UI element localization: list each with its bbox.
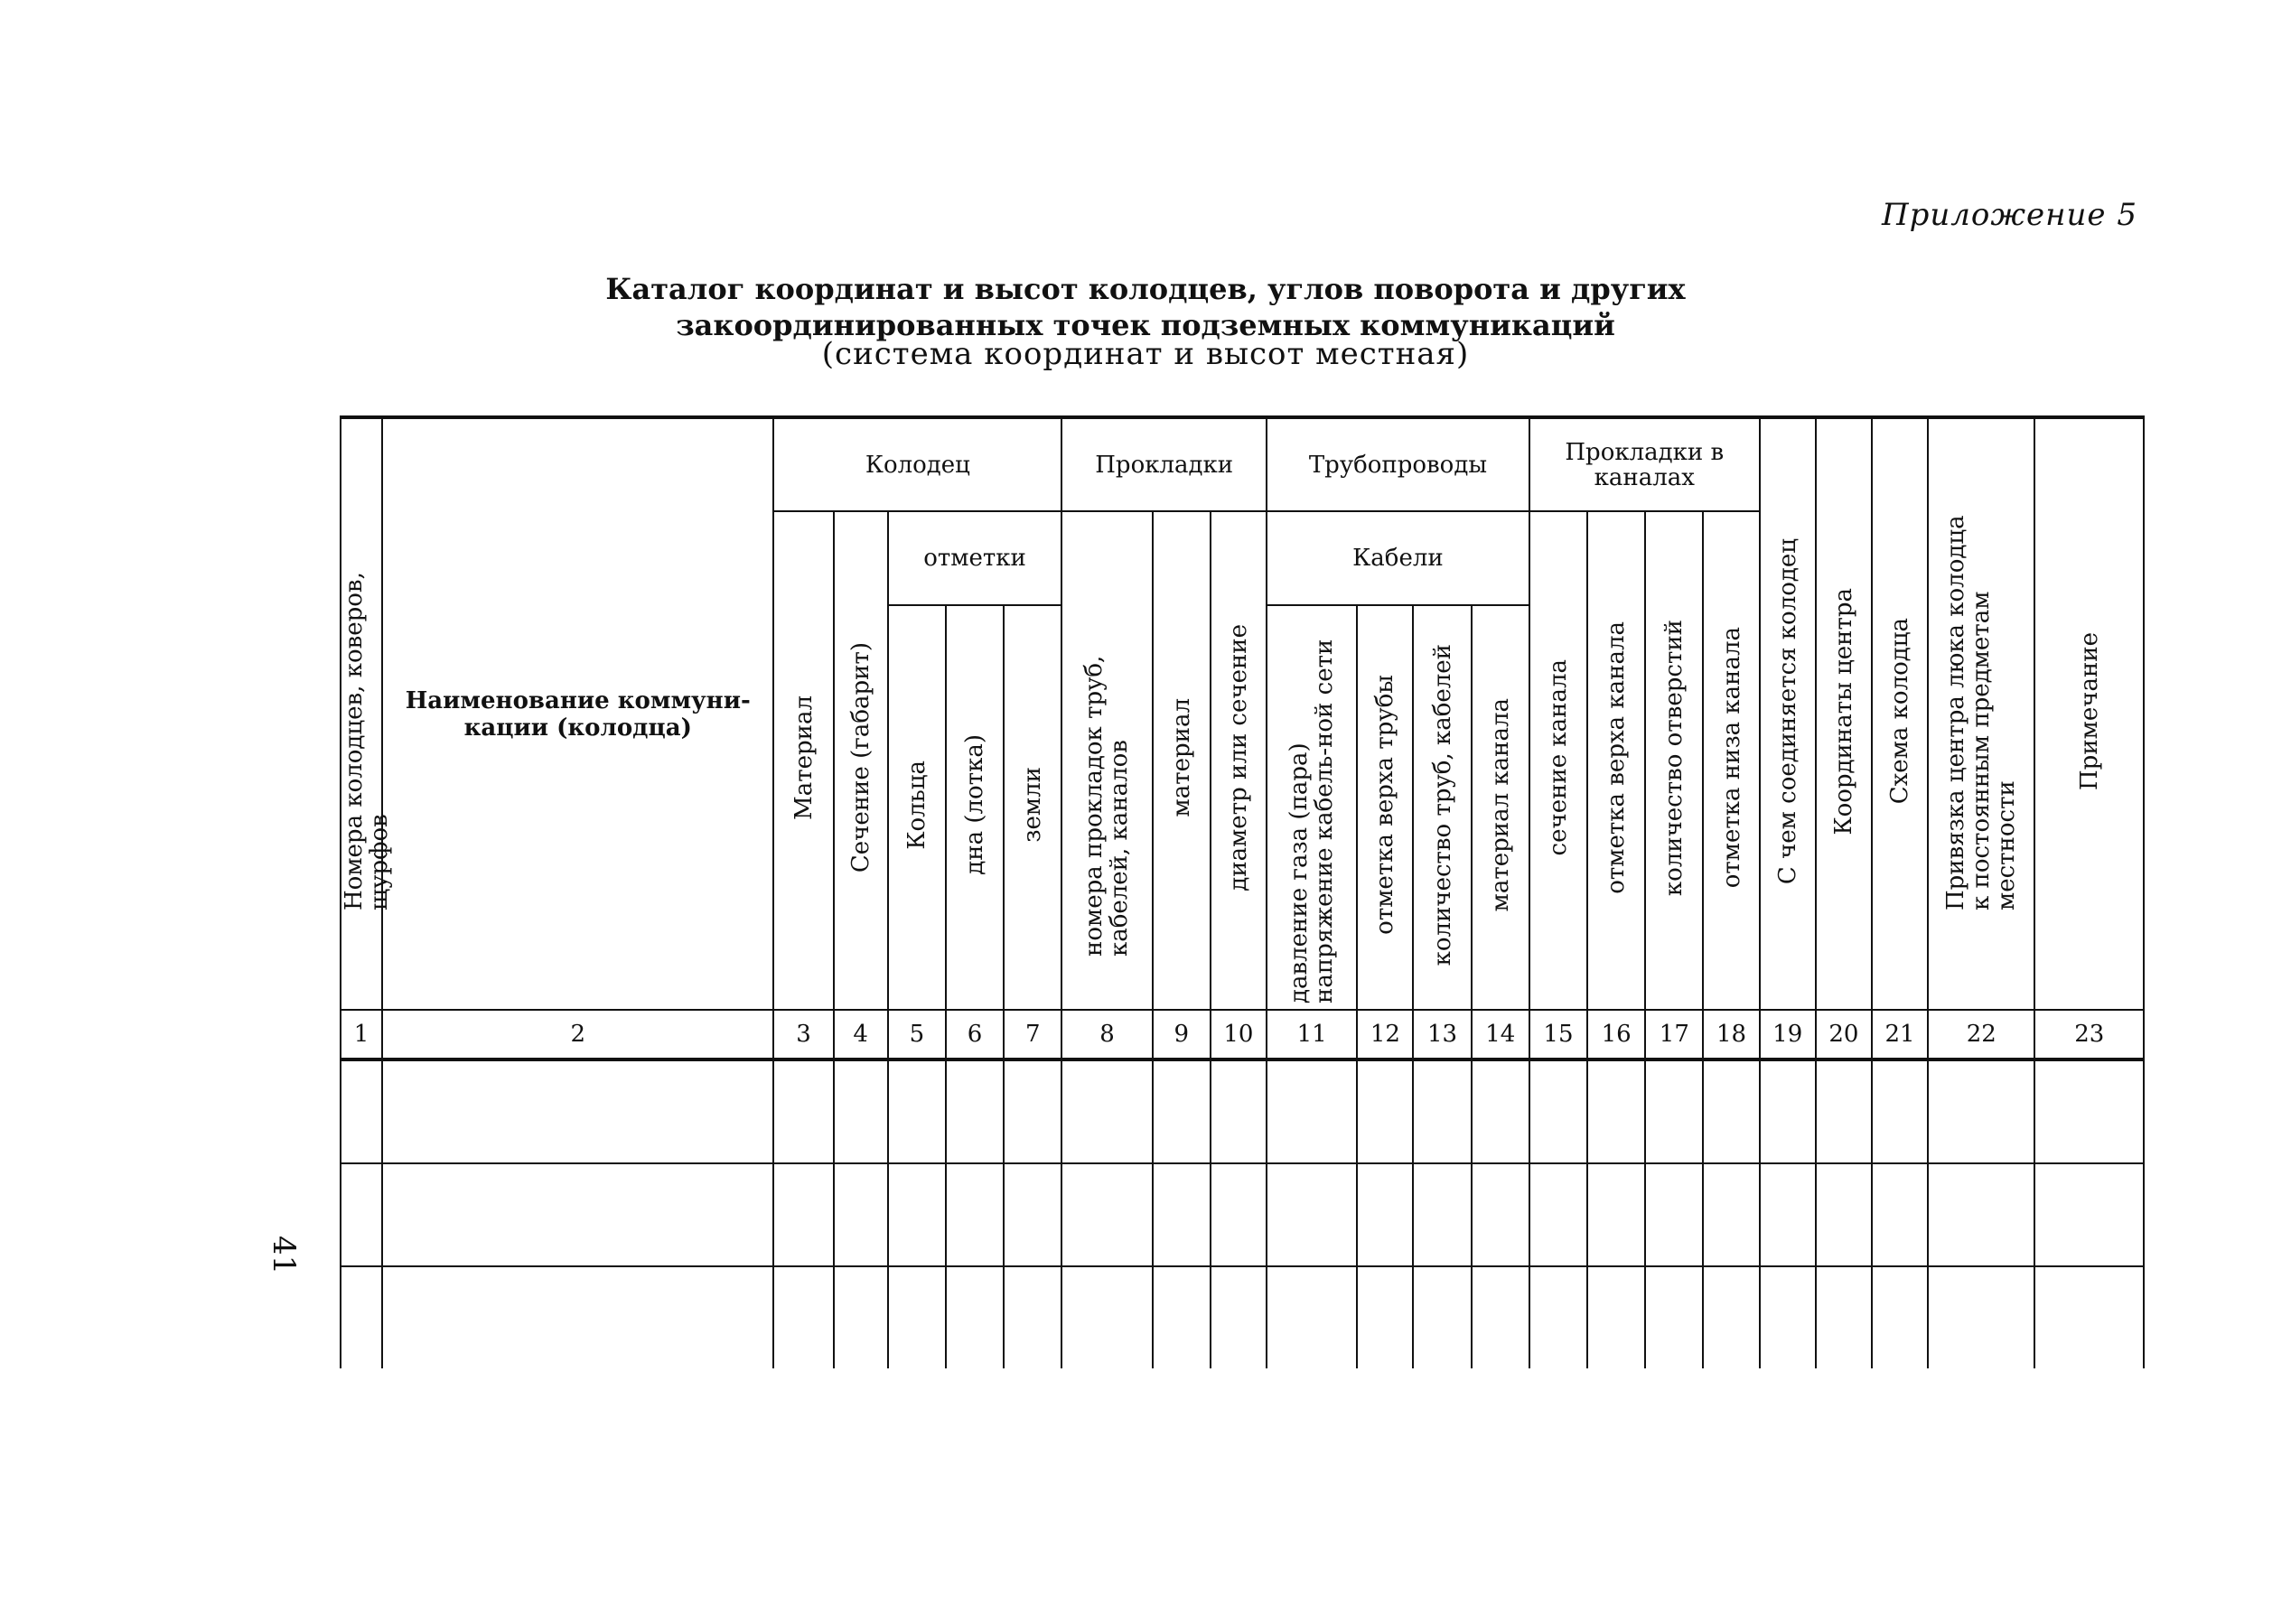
table-cell: [1472, 1163, 1529, 1266]
header-col-12: отметка верха трубы: [1357, 605, 1413, 1010]
table-cell: [1061, 1266, 1152, 1368]
column-number: 6: [946, 1010, 1004, 1059]
header-truboprovody: Трубопроводы: [1267, 417, 1529, 511]
table-cell: [2034, 1266, 2144, 1368]
table-cell: [1645, 1059, 1703, 1163]
table-cell: [1153, 1059, 1211, 1163]
header-col-4: Сечение (габарит): [834, 511, 888, 1010]
header-col-10: диаметр или сечение: [1211, 511, 1267, 1010]
table-row: [341, 1266, 2144, 1368]
column-number: 9: [1153, 1010, 1211, 1059]
table-cell: [773, 1266, 833, 1368]
header-col-1: Номера колодцев, коверов, щурфов: [341, 417, 382, 1010]
table-cell: [1413, 1059, 1471, 1163]
column-number: 7: [1004, 1010, 1061, 1059]
header-col-23: Примечание: [2034, 417, 2144, 1010]
page-number: 41: [266, 1236, 302, 1275]
column-number: 5: [888, 1010, 946, 1059]
column-number: 17: [1645, 1010, 1703, 1059]
table-cell: [1413, 1266, 1471, 1368]
table-cell: [2034, 1059, 2144, 1163]
header-col-7: земли: [1004, 605, 1061, 1010]
table-row: [341, 1163, 2144, 1266]
column-number: 15: [1529, 1010, 1587, 1059]
table-cell: [834, 1266, 888, 1368]
column-number: 22: [1928, 1010, 2034, 1059]
table-cell: [1872, 1163, 1928, 1266]
header-col-2: Наименование коммуни-кации (колодца): [382, 417, 773, 1010]
document-subtitle: (система координат и высот местная): [821, 336, 1470, 372]
header-col-11: давление газа (пара) напряжение кабель-ной сети: [1267, 605, 1357, 1010]
column-number: 2: [382, 1010, 773, 1059]
table-cell: [1816, 1266, 1872, 1368]
column-number: 21: [1872, 1010, 1928, 1059]
header-col-6: дна (лотка): [946, 605, 1004, 1010]
header-col-17: количество отверстий: [1645, 511, 1703, 1010]
table-cell: [1703, 1059, 1759, 1163]
table-cell: [773, 1163, 833, 1266]
header-col-3: Материал: [773, 511, 833, 1010]
table-cell: [1816, 1059, 1872, 1163]
table-cell: [382, 1163, 773, 1266]
table-cell: [946, 1163, 1004, 1266]
table-cell: [1472, 1059, 1529, 1163]
document-title: [0, 271, 2291, 343]
table-cell: [1267, 1266, 1357, 1368]
header-kabeli: Кабели: [1267, 511, 1529, 605]
table-cell: [1529, 1163, 1587, 1266]
column-number: 1: [341, 1010, 382, 1059]
table-cell: [1928, 1266, 2034, 1368]
header-col-19: С чем соединяется колодец: [1760, 417, 1816, 1010]
table-cell: [1587, 1059, 1645, 1163]
table-cell: [1529, 1059, 1587, 1163]
header-kolodets: Колодец: [773, 417, 1061, 511]
table-cell: [1760, 1266, 1816, 1368]
table-cell: [1004, 1059, 1061, 1163]
header-col-22: Привязка центра люка колодца к постоянным предметам местности: [1928, 417, 2034, 1010]
table-cell: [1760, 1059, 1816, 1163]
header-col-5: Кольца: [888, 605, 946, 1010]
header-col-14: материал канала: [1472, 605, 1529, 1010]
table-cell: [1703, 1266, 1759, 1368]
table-cell: [341, 1059, 382, 1163]
column-number: 8: [1061, 1010, 1152, 1059]
header-col-20: Координаты центра: [1816, 417, 1872, 1010]
catalog-table: [340, 415, 2145, 1368]
table-cell: [888, 1163, 946, 1266]
table-cell: [1357, 1059, 1413, 1163]
title-line-1: Каталог координат и высот колодцев, углов поворота и других: [605, 272, 1686, 306]
table-cell: [2034, 1163, 2144, 1266]
table-cell: [1267, 1059, 1357, 1163]
table-cell: [1703, 1163, 1759, 1266]
column-number: 3: [773, 1010, 833, 1059]
table-cell: [341, 1163, 382, 1266]
table-cell: [1267, 1163, 1357, 1266]
table-cell: [1587, 1266, 1645, 1368]
table-cell: [1872, 1059, 1928, 1163]
column-number: 16: [1587, 1010, 1645, 1059]
table-cell: [1645, 1163, 1703, 1266]
table-cell: [946, 1266, 1004, 1368]
table-row: [341, 1059, 2144, 1163]
table-cell: [1928, 1059, 2034, 1163]
table-cell: [773, 1059, 833, 1163]
table-cell: [1153, 1163, 1211, 1266]
header-prokladki: Прокладки: [1061, 417, 1267, 511]
column-number: 14: [1472, 1010, 1529, 1059]
table-cell: [1587, 1163, 1645, 1266]
table-cell: [382, 1059, 773, 1163]
table-cell: [888, 1266, 946, 1368]
header-otmetki: отметки: [888, 511, 1062, 605]
table-cell: [1061, 1163, 1152, 1266]
table-cell: [1357, 1266, 1413, 1368]
header-col-13: количество труб, кабелей: [1413, 605, 1471, 1010]
title-line-2: закоординированных точек подземных коммуникаций: [676, 308, 1615, 342]
table-cell: [1872, 1266, 1928, 1368]
table-cell: [1004, 1266, 1061, 1368]
column-number: 11: [1267, 1010, 1357, 1059]
column-number: 20: [1816, 1010, 1872, 1059]
table-cell: [946, 1059, 1004, 1163]
table-cell: [1211, 1059, 1267, 1163]
table-cell: [382, 1266, 773, 1368]
table-cell: [341, 1266, 382, 1368]
column-number: 12: [1357, 1010, 1413, 1059]
table-cell: [888, 1059, 946, 1163]
column-number: 18: [1703, 1010, 1759, 1059]
header-prokladki-v-kanalah: Прокладки в каналах: [1529, 417, 1760, 511]
table-cell: [1760, 1163, 1816, 1266]
header-col-21: Схема колодца: [1872, 417, 1928, 1010]
table-cell: [1413, 1163, 1471, 1266]
header-col-16: отметка верха канала: [1587, 511, 1645, 1010]
table-cell: [1153, 1266, 1211, 1368]
table-cell: [1472, 1266, 1529, 1368]
column-number: 4: [834, 1010, 888, 1059]
table-cell: [1061, 1059, 1152, 1163]
column-number: 19: [1760, 1010, 1816, 1059]
header-col-8: номера прокладок труб, кабелей, каналов: [1061, 511, 1152, 1010]
table-cell: [1529, 1266, 1587, 1368]
column-number: 23: [2034, 1010, 2144, 1059]
header-col-15: сечение канала: [1529, 511, 1587, 1010]
table-cell: [1928, 1163, 2034, 1266]
table-cell: [1357, 1163, 1413, 1266]
header-col-18: отметка низа канала: [1703, 511, 1759, 1010]
column-number: 13: [1413, 1010, 1471, 1059]
appendix-label: Приложение 5: [1881, 197, 2137, 233]
table-cell: [1211, 1163, 1267, 1266]
header-col-9: материал: [1153, 511, 1211, 1010]
table-cell: [1645, 1266, 1703, 1368]
table-cell: [834, 1059, 888, 1163]
table-cell: [1211, 1266, 1267, 1368]
column-number-row: [341, 1010, 2144, 1059]
table-cell: [834, 1163, 888, 1266]
column-number: 10: [1211, 1010, 1267, 1059]
table-cell: [1816, 1163, 1872, 1266]
table-cell: [1004, 1163, 1061, 1266]
